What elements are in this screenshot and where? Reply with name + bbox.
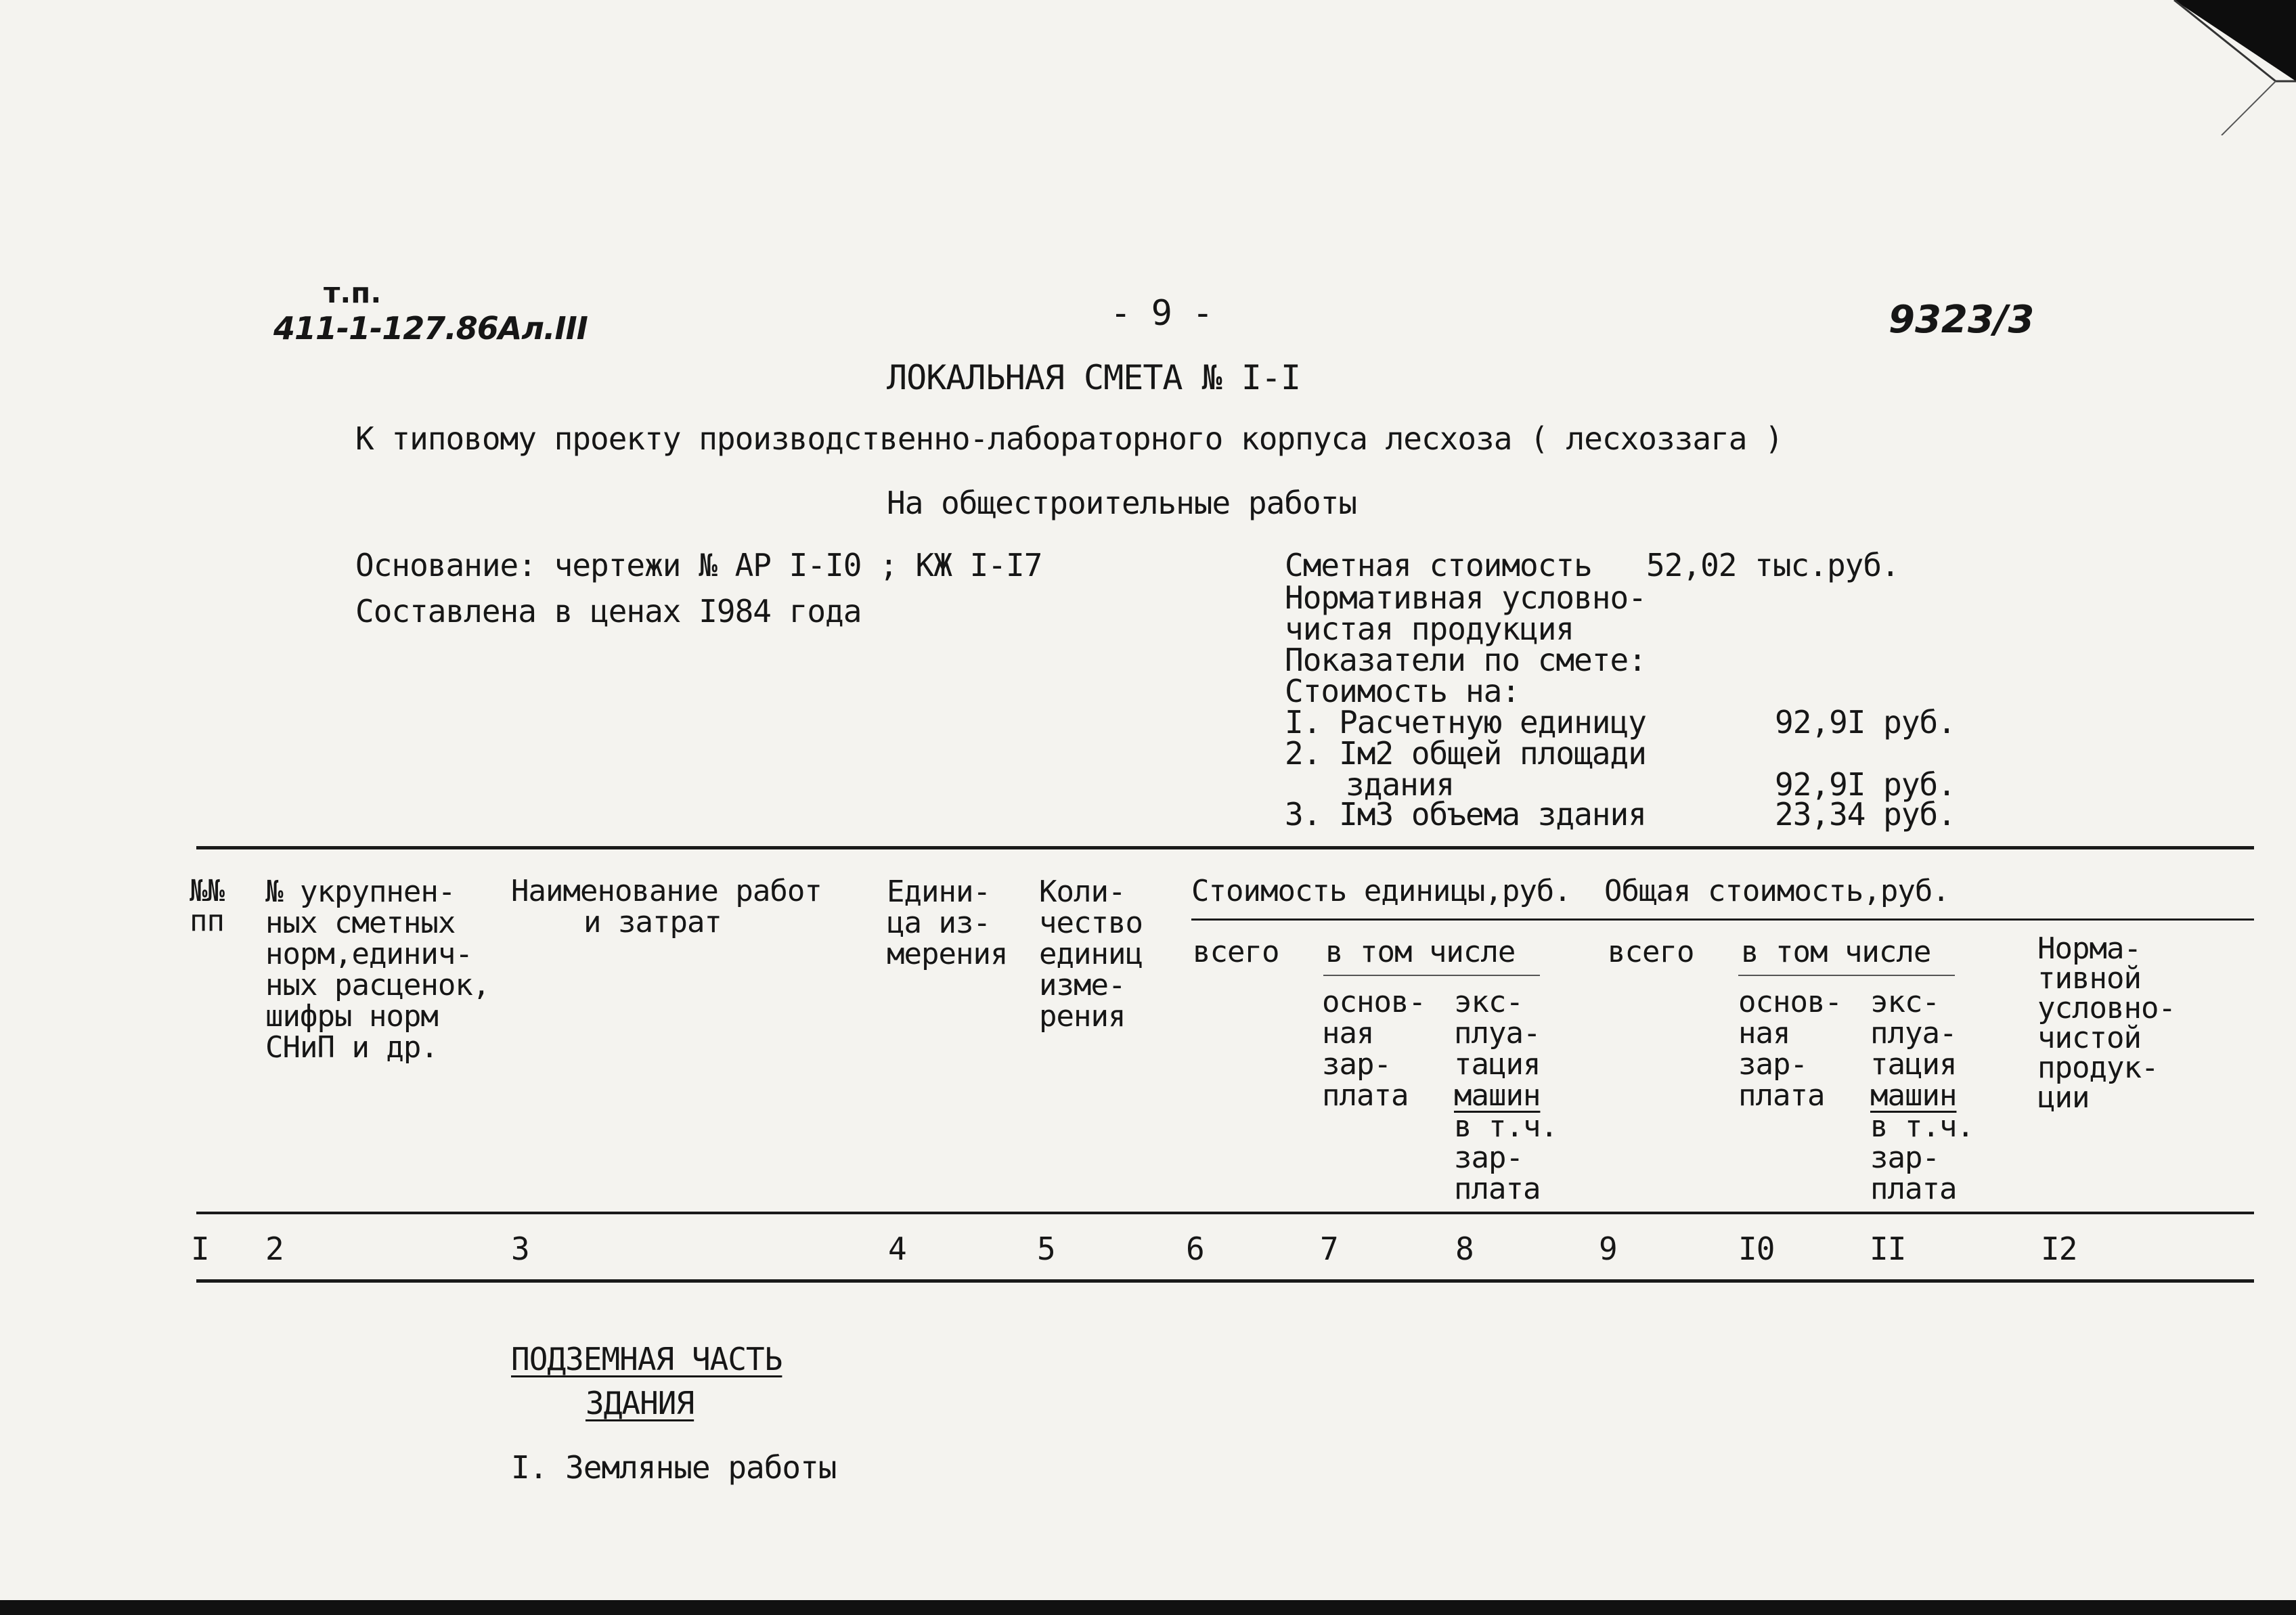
- unit-basic-salary-line4: плата: [1322, 1078, 1409, 1113]
- section-heading-line1: ПОДЗЕМНАЯ ЧАСТЬ: [511, 1341, 782, 1377]
- total-basic-salary-line1: основ-: [1738, 985, 1842, 1019]
- summary-norm-line2: чистая продукция: [1285, 611, 1574, 647]
- summary-cost-on: Стоимость на:: [1285, 673, 1520, 709]
- numbers-bottom-rule: [196, 1279, 2254, 1283]
- header-unit-cost-group: Стоимость единицы,руб.: [1191, 874, 1571, 908]
- header-col2-line6: СНиП и др.: [265, 1030, 438, 1065]
- header-col-quantity: [1039, 877, 1143, 1032]
- total-machines-line3: тация: [1870, 1047, 1957, 1082]
- header-col12-line4: чистой: [2037, 1021, 2141, 1055]
- summary-norm-line1: Нормативная условно-: [1285, 579, 1646, 616]
- page-number: - 9 -: [1110, 293, 1213, 334]
- header-col5-line4: изме-: [1039, 968, 1126, 1002]
- column-number-6: 6: [1186, 1231, 1204, 1267]
- header-unit-total: всего: [1193, 935, 1279, 969]
- header-total-machines: [1870, 987, 1974, 1205]
- header-col12-line1: Норма-: [2037, 931, 2141, 966]
- header-col1-line2: пп: [190, 904, 224, 938]
- column-number-5: 5: [1037, 1231, 1055, 1267]
- summary-item2-label2: здания: [1346, 766, 1455, 803]
- total-machines-incl-line1: в т.ч.: [1870, 1109, 1974, 1144]
- column-number-4: 4: [888, 1231, 906, 1267]
- summary-cost-value: 52,02 тыс.руб.: [1646, 547, 1899, 583]
- section-heading-line2: ЗДАНИЯ: [586, 1385, 694, 1421]
- header-col5-line2: чество: [1039, 906, 1143, 940]
- header-col1-line1: №№: [190, 874, 224, 908]
- header-col2-line4: ных расценок,: [265, 968, 490, 1002]
- header-col12-line6: ции: [2037, 1080, 2090, 1115]
- column-number-9: 9: [1599, 1231, 1617, 1267]
- document-title: ЛОКАЛЬНАЯ СМЕТА № I-I: [887, 358, 1301, 397]
- total-basic-salary-line2: ная: [1738, 1016, 1790, 1050]
- header-col3-line1: Наименование работ: [511, 874, 822, 908]
- total-basic-salary-line3: зар-: [1738, 1047, 1807, 1082]
- document-subtitle: К типовому проекту производственно-лабораторного корпуса лесхоза ( лесхоззага ): [355, 420, 1783, 457]
- header-col5-line5: рения: [1039, 999, 1126, 1034]
- document-code: 9323/3: [1889, 298, 2035, 342]
- basis-line: Основание: чертежи № АР I-I0 ; КЖ I-I7: [355, 547, 1042, 583]
- header-col-unit: [887, 877, 1007, 970]
- summary-indicators: Показатели по смете:: [1285, 642, 1646, 678]
- header-total-cost-group: Общая стоимость,руб.: [1604, 874, 1949, 908]
- summary-item3-label: 3. Iм3 объема здания: [1285, 796, 1646, 833]
- folded-corner-shape: [2120, 0, 2296, 135]
- unit-machines-incl-line3: плата: [1454, 1172, 1541, 1206]
- unit-machines-incl-line1: в т.ч.: [1454, 1109, 1558, 1144]
- column-number-12: I2: [2041, 1231, 2077, 1267]
- column-number-3: 3: [511, 1231, 529, 1267]
- header-col5-line1: Коли-: [1039, 875, 1126, 909]
- stamp-line1: т.п.: [324, 276, 382, 309]
- header-overall-total: всего: [1608, 935, 1694, 969]
- header-col12-line5: продук-: [2037, 1050, 2159, 1085]
- table-top-rule: [196, 846, 2254, 849]
- header-col2-line5: шифры норм: [265, 999, 438, 1034]
- header-total-basic-salary: [1738, 987, 1842, 1111]
- summary-item2-label1: 2. Iм2 общей площади: [1285, 735, 1646, 772]
- summary-cost-label: Сметная стоимость: [1285, 547, 1592, 583]
- unit-basic-salary-line3: зар-: [1322, 1047, 1391, 1082]
- stamp-line2: 411-1-127.86Ал.III: [273, 310, 588, 347]
- header-col-normative-product: [2037, 931, 2176, 1115]
- unit-machines-incl-line2: зар-: [1454, 1141, 1523, 1175]
- header-col4-line2: ца из-: [887, 906, 990, 940]
- header-col-norm-code: [265, 877, 489, 1063]
- column-number-1: I: [191, 1231, 209, 1267]
- total-machines-line2: плуа-: [1870, 1016, 1957, 1050]
- header-unit-including: в том числе: [1325, 935, 1516, 969]
- section-item: I. Земляные работы: [511, 1449, 837, 1486]
- group-header-rule: [1191, 919, 2254, 921]
- header-col4-line3: мерения: [887, 937, 1008, 971]
- column-number-11: II: [1870, 1231, 1906, 1267]
- header-col4-line1: Едини-: [887, 875, 990, 909]
- total-machines-incl-line2: зар-: [1870, 1141, 1939, 1175]
- header-col-number: [190, 874, 224, 938]
- column-number-7: 7: [1320, 1231, 1338, 1267]
- header-unit-basic-salary: [1322, 987, 1426, 1111]
- header-col12-line2: тивной: [2037, 961, 2141, 996]
- work-type: На общестроительные работы: [887, 485, 1357, 521]
- summary-item1-label: I. Расчетную единицу: [1285, 704, 1646, 740]
- unit-machines-line1: экс-: [1454, 985, 1523, 1019]
- header-col2-line2: ных сметных: [265, 906, 456, 940]
- unit-machines-line3: тация: [1454, 1047, 1541, 1082]
- prices-line: Составлена в ценах I984 года: [355, 593, 862, 629]
- unit-basic-salary-line2: ная: [1322, 1016, 1374, 1050]
- header-col3-line2: и затрат: [583, 905, 722, 939]
- total-machines-line4: машин: [1870, 1078, 1957, 1113]
- unit-basic-salary-line1: основ-: [1322, 985, 1426, 1019]
- header-col2-line1: № укрупнен-: [265, 875, 456, 909]
- scan-bottom-edge: [0, 1600, 2296, 1615]
- column-number-8: 8: [1455, 1231, 1474, 1267]
- total-basic-salary-line4: плата: [1738, 1078, 1825, 1113]
- header-bottom-rule: [196, 1212, 2254, 1214]
- summary-item3-value: 23,34 руб.: [1775, 796, 1956, 833]
- summary-item1-value: 92,9I руб.: [1775, 704, 1956, 740]
- unit-including-rule: [1323, 975, 1540, 976]
- header-col5-line3: единиц: [1039, 937, 1143, 971]
- total-machines-line1: экс-: [1870, 985, 1939, 1019]
- unit-machines-line2: плуа-: [1454, 1016, 1541, 1050]
- column-number-10: I0: [1738, 1231, 1775, 1267]
- total-including-rule: [1738, 975, 1955, 976]
- header-col2-line3: норм,единич-: [265, 937, 472, 971]
- unit-machines-line4: машин: [1454, 1078, 1541, 1113]
- summary-item2-value: 92,9I руб.: [1775, 766, 1956, 803]
- header-col12-line3: условно-: [2037, 991, 2176, 1025]
- header-unit-machines: [1454, 987, 1558, 1205]
- total-machines-incl-line3: плата: [1870, 1172, 1957, 1206]
- header-total-including: в том числе: [1741, 935, 1931, 969]
- column-number-2: 2: [265, 1231, 284, 1267]
